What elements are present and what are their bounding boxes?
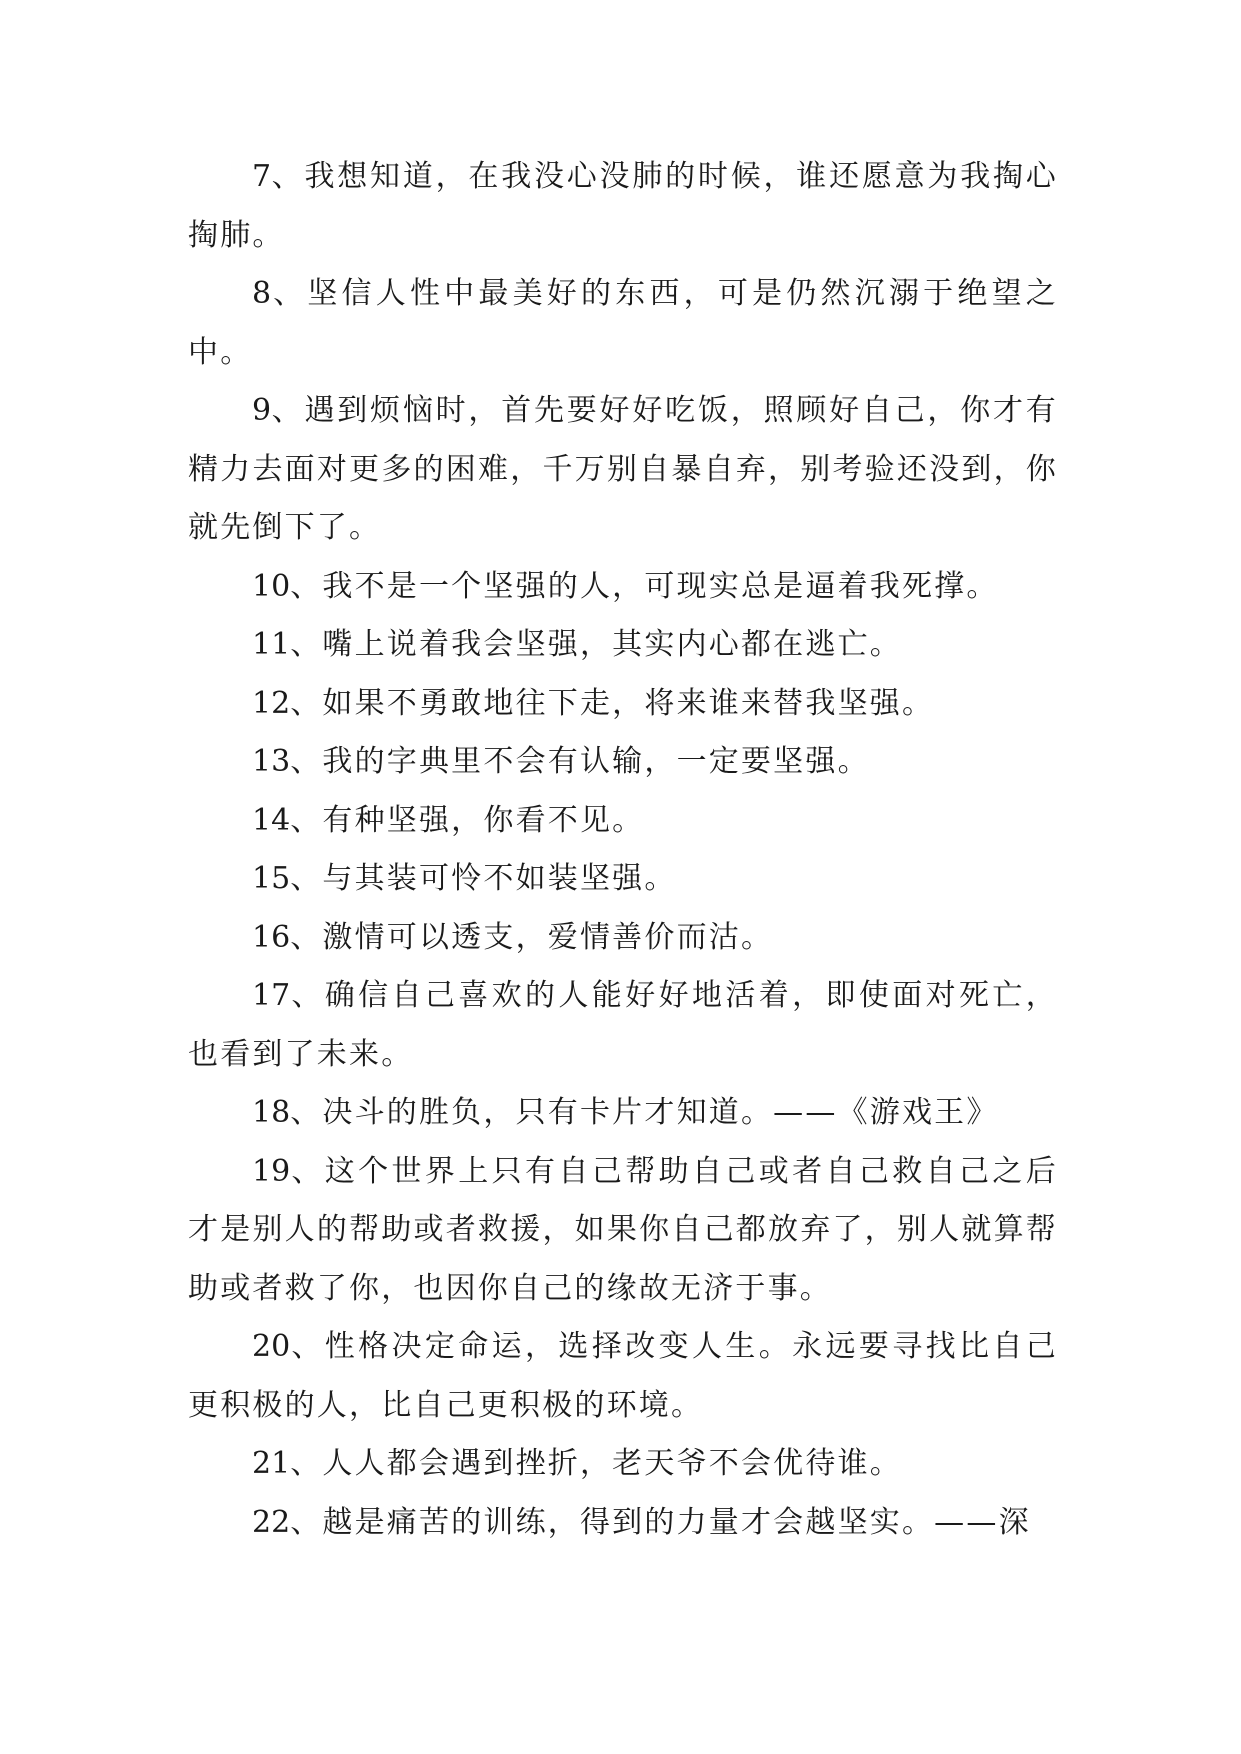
list-item: 14、有种坚强，你看不见。 [252, 802, 645, 838]
list-item: 16、激情可以透支，爱情善价而沽。 [252, 919, 774, 955]
list-item: 11、嘴上说着我会坚强，其实内心都在逃亡。 [252, 627, 902, 662]
list-item: 7、我想知道，在我没心没肺的时候，谁还愿意为我掏心掏肺。 [188, 159, 1058, 253]
list-item: 15、与其装可怜不如装坚强。 [252, 861, 677, 896]
list-item: 22、越是痛苦的训练，得到的力量才会越坚实。——深 [252, 1504, 1031, 1540]
list-item: 17、确信自己喜欢的人能好好地活着，即使面对死亡，也看到了未来。 [188, 978, 1058, 1072]
list-item: 9、遇到烦恼时，首先要好好吃饭，照顾好自己，你才有精力去面对更多的困难，千万别自暴自弃，别考验还没到，你就先倒下了。 [188, 393, 1058, 545]
document-body [188, 148, 1058, 1552]
list-item: 21、人人都会遇到挫折，老天爷不会优待谁。 [252, 1446, 902, 1481]
list-item: 18、决斗的胜负，只有卡片才知道。——《游戏王》 [252, 1095, 999, 1130]
list-item: 13、我的字典里不会有认输，一定要坚强。 [252, 744, 870, 779]
list-item: 12、如果不勇敢地往下走，将来谁来替我坚强。 [252, 685, 935, 721]
list-item: 19、这个世界上只有自己帮助自己或者自己救自己之后才是别人的帮助或者救援，如果你自己都放弃了，别人就算帮助或者救了你，也因你自己的缘故无济于事。 [188, 1153, 1058, 1306]
list-item: 20、性格决定命运，选择改变人生。永远要寻找比自己更积极的人，比自己更积极的环境。 [188, 1329, 1058, 1423]
list-item: 8、坚信人性中最美好的东西，可是仍然沉溺于绝望之中。 [188, 276, 1058, 370]
list-item: 10、我不是一个坚强的人，可现实总是逼着我死撑。 [252, 568, 999, 604]
